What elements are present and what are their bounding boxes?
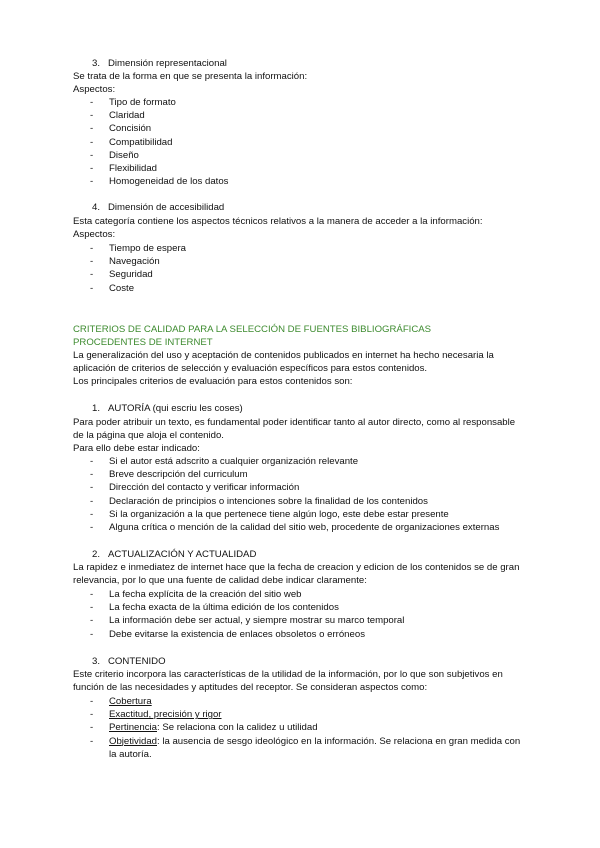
criterion-heading-autoria: 1. AUTORÍA (qui escriu les coses): [92, 403, 243, 414]
list-item: - La fecha explícita de la creación del sitio web: [90, 588, 530, 601]
list-item: - La información debe ser actual, y siempre mostrar su marco temporal: [90, 614, 530, 627]
term-cobertura: Cobertura: [109, 696, 152, 707]
term-pertinencia: Pertinencia: [109, 722, 157, 734]
term-objetividad: Objetividad: [109, 735, 157, 747]
list-item: - Seguridad: [90, 268, 530, 281]
aspects-list-representacional: [90, 96, 530, 188]
list-item: - Navegación: [90, 255, 530, 268]
list-item: - Pertinencia: Se relaciona con la calidez u utilidad: [90, 721, 530, 734]
list-item: - Debe evitarse la existencia de enlaces obsoletos o erróneos: [90, 628, 530, 641]
actualizacion-list: [90, 588, 530, 641]
list-item: [90, 695, 530, 708]
list-item: - Coste: [90, 282, 530, 295]
list-item: - Flexibilidad: [90, 162, 530, 175]
section-heading-accesibilidad: 4. Dimensión de accesibilidad: [92, 202, 225, 213]
criterion-heading-contenido: 3. CONTENIDO: [92, 656, 166, 667]
list-item: - Compatibilidad: [90, 136, 530, 149]
section-description: Se trata de la forma en que se presenta la información:: [73, 71, 308, 82]
aspects-label: Aspectos:: [73, 229, 116, 240]
list-item: - La fecha exacta de la última edición de los contenidos: [90, 601, 530, 614]
criteria-intro-2: Los principales criterios de evaluación para estos contenidos son:: [73, 376, 353, 387]
list-item: - Si el autor está adscrito a cualquier organización relevante: [90, 455, 535, 468]
criteria-intro: La generalización del uso y aceptación de contenidos publicados en internet ha hecho necesaria la aplicación de criterios de selección y evaluación específicos para estos contenidos.: [73, 350, 494, 375]
criterion-heading-actualizacion: 2. ACTUALIZACIÓN Y ACTUALIDAD: [92, 549, 257, 560]
contenido-list: [90, 695, 530, 761]
list-item: - Tipo de formato: [90, 96, 530, 109]
list-item: - Breve descripción del curriculum: [90, 468, 535, 481]
list-item: - Claridad: [90, 109, 530, 122]
criterion-description: Este criterio incorpora las características de la utilidad de la información, por lo que son subjetivos en función de las necesidades y aptitudes del receptor. Se consideran aspectos como:: [73, 669, 503, 694]
criteria-heading: CRITERIOS DE CALIDAD PARA LA SELECCIÓN DE FUENTES BIBLIOGRÁFICAS PROCEDENTES DE INTERNET: [73, 324, 432, 349]
criterion-description: Para poder atribuir un texto, es fundamental poder identificar tanto al autor directo, como al responsable de la página que aloja el contenido.: [73, 417, 516, 442]
list-item: - Objetividad: la ausencia de sesgo ideológico en la información. Se relaciona en gran medida con la autoría.: [90, 735, 530, 761]
aspects-label: Aspectos:: [73, 84, 116, 95]
list-item: [90, 708, 530, 721]
aspects-list-accesibilidad: [90, 242, 530, 295]
list-item: - Diseño: [90, 149, 530, 162]
list-item: - Homogeneidad de los datos: [90, 175, 530, 188]
autoria-list: [90, 455, 535, 534]
criterion-description: La rapidez e inmediatez de internet hace que la fecha de creacion y edicion de los contenidos se de gran relevancia, por lo que una fuente de calidad debe indicar claramente:: [73, 562, 520, 587]
section-description: Esta categoría contiene los aspectos técnicos relativos a la manera de acceder a la información:: [73, 216, 483, 227]
list-item: - Dirección del contacto y verificar información: [90, 481, 535, 494]
list-item: - Tiempo de espera: [90, 242, 530, 255]
list-item: - Alguna crítica o mención de la calidad del sitio web, procedente de organizaciones externas: [90, 521, 535, 534]
list-item: - Si la organización a la que pertenece tiene algún logo, este debe estar presente: [90, 508, 535, 521]
list-item: - Declaración de principios o intenciones sobre la finalidad de los contenidos: [90, 495, 535, 508]
term-exactitud: Exactitud, precisión y rigor: [109, 709, 222, 721]
section-heading-representacional: 3. Dimensión representacional: [92, 58, 227, 69]
criterion-description-2: Para ello debe estar indicado:: [73, 443, 200, 454]
list-item: - Concisión: [90, 122, 530, 135]
